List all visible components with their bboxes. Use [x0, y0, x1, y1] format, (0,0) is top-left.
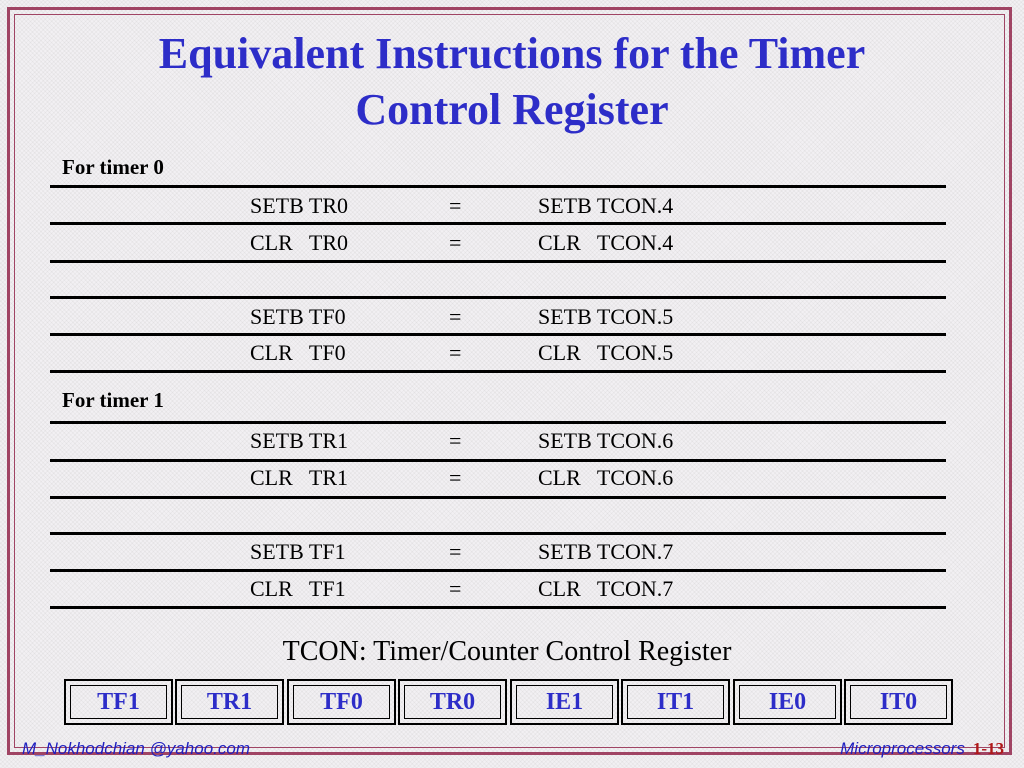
table-rule	[50, 496, 946, 499]
equivalent-cell: CLR TCON.6	[538, 465, 674, 490]
timer1-label: For timer 1	[62, 388, 164, 412]
title-line-1: Equivalent Instructions for the Timer	[158, 29, 866, 78]
instruction-cell: SETB TR1	[250, 428, 349, 453]
instruction-cell: SETB TR0	[250, 193, 349, 218]
equivalent-cell: SETB TCON.7	[538, 539, 674, 564]
equivalent-cell: CLR TCON.4	[538, 230, 674, 255]
instruction-cell: CLR TF1	[250, 576, 346, 601]
table-row	[0, 428, 1024, 456]
slide-title	[40, 26, 984, 138]
table-rule	[50, 421, 946, 424]
tcon-bit-box	[510, 679, 619, 725]
table-rule	[50, 333, 946, 336]
tcon-bit-label: TR1	[181, 685, 278, 719]
tcon-bit-label: IT1	[627, 685, 724, 719]
instruction-cell: SETB TF1	[250, 539, 346, 564]
tcon-bit-box	[844, 679, 953, 725]
table-row	[0, 304, 1024, 332]
equals-cell: =	[449, 230, 462, 255]
table-row	[0, 230, 1024, 258]
table-rule	[50, 370, 946, 373]
table-rule	[50, 185, 946, 188]
table-rule	[50, 532, 946, 535]
instruction-cell: CLR TR0	[250, 230, 349, 255]
equals-cell: =	[449, 340, 462, 365]
table-rule	[50, 296, 946, 299]
tcon-bit-box	[287, 679, 396, 725]
equivalent-cell: SETB TCON.4	[538, 193, 674, 218]
tcon-bit-box	[621, 679, 730, 725]
table-rule	[50, 459, 946, 462]
table-row	[0, 576, 1024, 604]
tcon-bit-box	[64, 679, 173, 725]
table-rule	[50, 606, 946, 609]
tcon-bit-label: TF1	[70, 685, 167, 719]
table-row	[0, 340, 1024, 368]
tcon-bit-label: IE1	[516, 685, 613, 719]
equals-cell: =	[449, 539, 462, 564]
page-number: 1-13	[972, 739, 1004, 758]
tcon-bit-box	[733, 679, 842, 725]
tcon-bit-label: IE0	[739, 685, 836, 719]
equivalent-cell: SETB TCON.6	[538, 428, 674, 453]
tcon-bit-box	[398, 679, 507, 725]
instruction-cell: SETB TF0	[250, 304, 346, 329]
footer-course	[840, 739, 1004, 759]
equivalent-cell: CLR TCON.5	[538, 340, 674, 365]
table-rule	[50, 569, 946, 572]
instruction-cell: CLR TF0	[250, 340, 346, 365]
footer-author: M_Nokhodchian @yahoo.com	[22, 739, 250, 758]
course-name: Microprocessors	[840, 739, 965, 758]
table-rule	[50, 260, 946, 263]
table-row	[0, 465, 1024, 493]
table-row	[0, 193, 1024, 221]
tcon-bit-label: IT0	[850, 685, 947, 719]
equals-cell: =	[449, 304, 462, 329]
instruction-cell: CLR TR1	[250, 465, 349, 490]
equivalent-cell: SETB TCON.5	[538, 304, 674, 329]
title-line-2: Control Register	[355, 85, 669, 134]
equals-cell: =	[449, 428, 462, 453]
table-rule	[50, 222, 946, 225]
equals-cell: =	[449, 465, 462, 490]
equivalent-cell: CLR TCON.7	[538, 576, 674, 601]
table-row	[0, 539, 1024, 567]
tcon-bit-label: TR0	[404, 685, 501, 719]
tcon-bit-label: TF0	[293, 685, 390, 719]
tcon-caption: TCON: Timer/Counter Control Register	[282, 636, 732, 667]
timer0-label: For timer 0	[62, 155, 164, 179]
tcon-bit-box	[175, 679, 284, 725]
equals-cell: =	[449, 193, 462, 218]
equals-cell: =	[449, 576, 462, 601]
